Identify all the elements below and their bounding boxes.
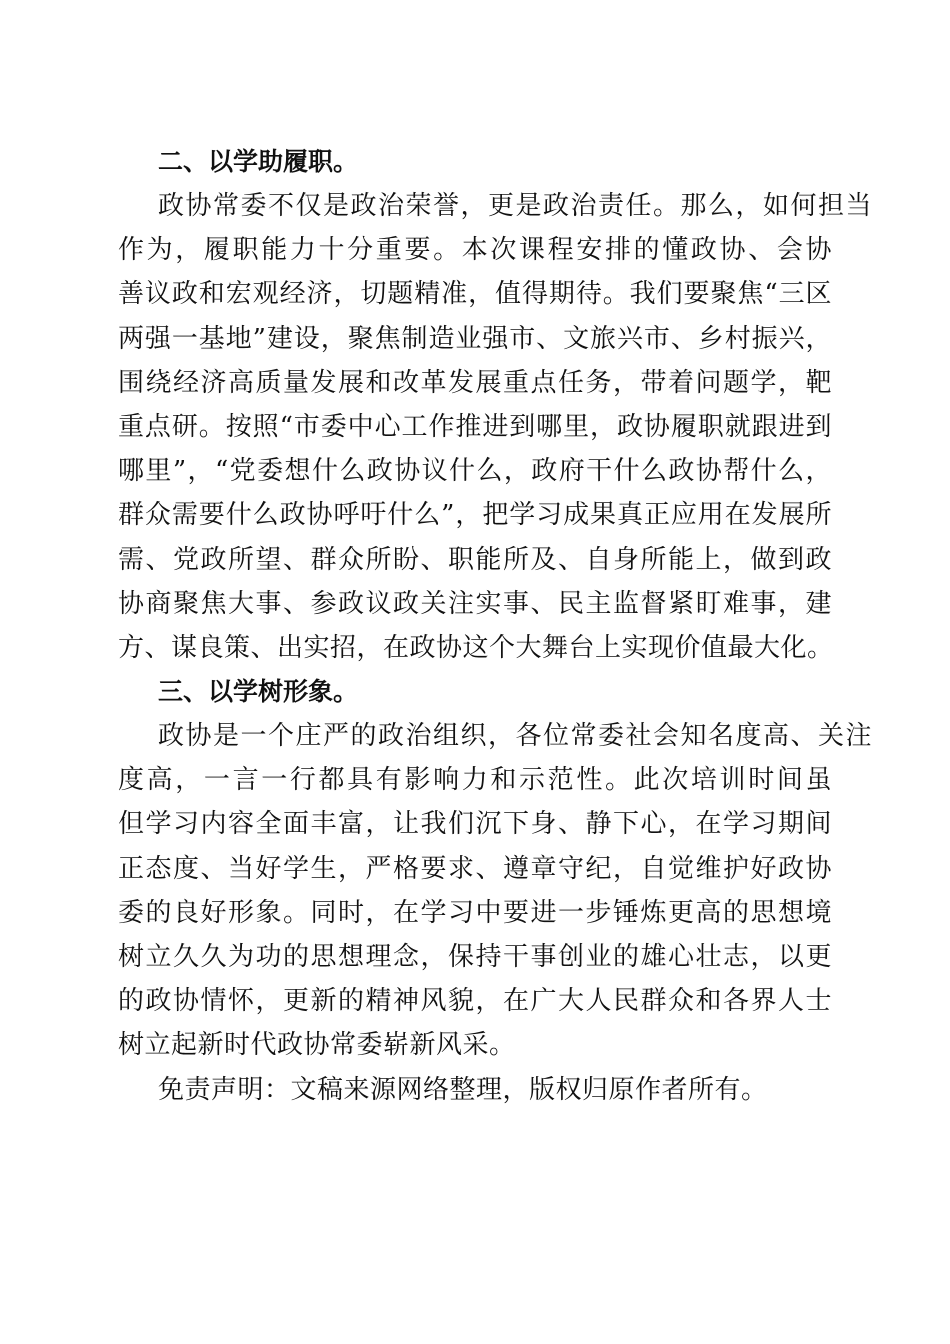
- section-3-paragraph: [118, 714, 872, 1068]
- section-2-paragraph: [118, 184, 872, 670]
- disclaimer-paragraph: [118, 1068, 832, 1112]
- paragraph-line: 群众需要什么政协呼吁什么”，把学习成果真正应用在发展所: [118, 500, 832, 531]
- paragraph-line: 树立久久为功的思想理念，保持干事创业的雄心壮志，以更: [118, 942, 832, 972]
- paragraph-line: 协商聚焦大事、参政议政关注实事、民主监督紧盯难事，建: [118, 588, 832, 619]
- paragraph-line: 善议政和宏观经济，切题精准，值得期待。我们要聚焦“三区: [118, 279, 832, 310]
- paragraph-line: 政协常委不仅是政治荣誉，更是政治责任。那么，如何担当: [158, 191, 872, 221]
- paragraph-line: 重点研。按照“市委中心工作推进到哪里，政协履职就跟进到: [118, 411, 832, 442]
- section-heading-3: 三、以学树形象。: [158, 677, 359, 707]
- paragraph-line: 围绕经济高质量发展和改革发展重点任务，带着问题学，靶: [118, 367, 832, 398]
- paragraph-line: 委的良好形象。同时，在学习中要进一步锤炼更高的思想境: [118, 897, 832, 928]
- section-heading-2: 二、以学助履职。: [158, 147, 359, 176]
- paragraph-line: 但学习内容全面丰富，让我们沉下身、静下心，在学习期间: [118, 809, 832, 840]
- paragraph-line: 需、党政所望、群众所盼、职能所及、自身所能上，做到政: [118, 544, 832, 575]
- paragraph-line: 作为，履职能力十分重要。本次课程安排的懂政协、会协: [118, 235, 832, 266]
- paragraph-line: 方、谋良策、出实招，在政协这个大舞台上实现价值最大化。: [118, 632, 834, 663]
- paragraph-line: 两强一基地”建设，聚焦制造业强市、文旅兴市、乡村振兴，: [118, 323, 832, 354]
- document-page: [118, 140, 872, 1112]
- paragraph-line: 树立起新时代政协常委崭新风采。: [118, 1030, 516, 1061]
- paragraph-line: 政协是一个庄严的政治组织，各位常委社会知名度高、关注: [158, 721, 872, 752]
- paragraph-line: 哪里”，“党委想什么政协议什么，政府干什么政协帮什么，: [118, 456, 832, 487]
- paragraph-line: 正态度、当好学生，严格要求、遵章守纪，自觉维护好政协: [118, 853, 832, 884]
- paragraph-line: 的政协情怀，更新的精神风貌，在广大人民群众和各界人士: [118, 986, 832, 1017]
- disclaimer-text: 免责声明：文稿来源网络整理，版权归原作者所有。: [158, 1074, 768, 1105]
- paragraph-line: 度高，一言一行都具有影响力和示范性。此次培训时间虽: [118, 765, 832, 796]
